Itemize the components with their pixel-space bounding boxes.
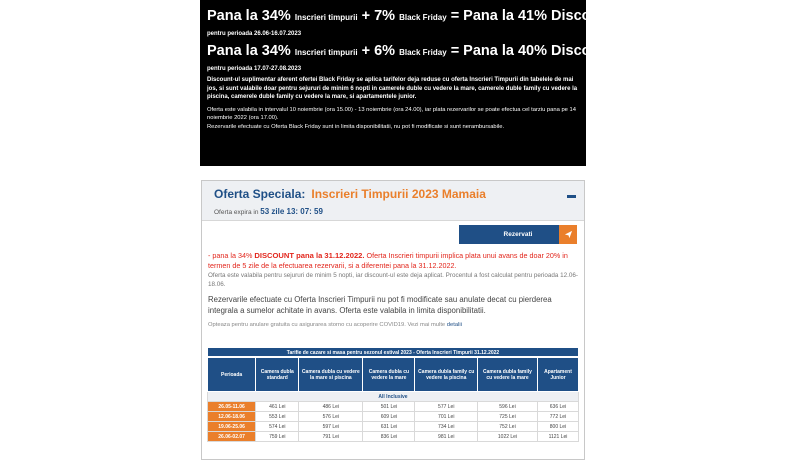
price-cell: 486 Lei <box>299 402 363 412</box>
period-cell: 12.06-18.06 <box>208 412 256 422</box>
price-cell: 759 Lei <box>256 432 299 442</box>
bf-disclaimer: Rezervarile efectuate cu Oferta Black Friday sunt in limita disponibilitatii, nu pot fi modificate si sunt nerambursabile. <box>207 123 505 130</box>
table-caption: Tarifie de cazare si masa pentru sezonul estival 2023 - Oferta Inscrieri Timpurii 31.12.2022 <box>207 347 579 357</box>
price-cell: 800 Lei <box>537 422 578 432</box>
table-row <box>208 422 579 432</box>
offer-grey-text: Oferta este valabila pentru sejururi de minim 5 nopti, iar discount-ul este deja aplicat. Procentul a fost calculat pentru perioada 12.06-18.06. <box>208 272 578 288</box>
price-cell: 701 Lei <box>415 412 478 422</box>
col-header: Camera dubla cu vedere la mare si piscina <box>299 358 363 392</box>
send-icon <box>559 225 577 244</box>
price-cell: 461 Lei <box>256 402 299 412</box>
offer-note: Rezervarile efectuate cu Oferta Inscrieri Timpurii nu pot fi modificate sau anulate decat cu pierderea integrala a sumelor achitate in avans. Oferta este valabila in limita disponibilitatii. <box>208 295 552 315</box>
price-cell: 576 Lei <box>299 412 363 422</box>
price-cell: 501 Lei <box>363 402 415 412</box>
expire-prefix: Oferta expira in <box>214 209 259 216</box>
discount-early: Pana la 34% <box>207 43 291 59</box>
red-prefix: - pana la 34% <box>208 251 255 260</box>
countdown: 53 zile 13: 07: 59 <box>260 207 323 216</box>
price-cell: 836 Lei <box>363 432 415 442</box>
table-section-row <box>208 392 579 402</box>
price-cell: 636 Lei <box>537 402 578 412</box>
price-cell: 752 Lei <box>478 422 538 432</box>
bf-validity: Oferta este valabila in intervalul 10 noiembrie (ora 15.00) - 13 noiembrie (ora 24.00), iar plata rezervarilor se poate efectua cel tarziu pana pe 14 noiembrie 2022 (ora 17.00). <box>207 106 576 122</box>
discount-early: Pana la 34% <box>207 8 291 24</box>
offer-expire <box>214 207 574 216</box>
col-header: Camera dubla standard <box>256 358 299 392</box>
discount-bf: + 7% <box>361 8 396 24</box>
price-cell: 791 Lei <box>299 432 363 442</box>
period-1: pentru perioada 26.06-16.07.2023 <box>207 31 302 37</box>
offer-label: Oferta Speciala: <box>214 187 306 201</box>
offer-red-text <box>208 251 578 271</box>
period-cell: 26.06-02.07 <box>208 432 256 442</box>
price-cell: 631 Lei <box>363 422 415 432</box>
table-row <box>208 412 579 422</box>
price-cell: 574 Lei <box>256 422 299 432</box>
discount-bf-label: Black Friday <box>399 13 447 22</box>
offer-name: Inscrieri Timpurii 2023 Mamaia <box>311 187 486 201</box>
reserve-button[interactable] <box>459 225 577 244</box>
discount-early-label: Inscrieri timpurii <box>294 13 358 22</box>
col-header: Camera dubla family cu vedere la piscina <box>415 358 478 392</box>
red-rest: Oferta Inscrieri timpurii implica plata unui avans de doar 20% in termen de 5 zile de la efectuarea rezervarii, si a diferentei pana la 31.12.2022. <box>208 251 568 270</box>
discount-line-1 <box>207 6 614 28</box>
price-cell: 981 Lei <box>415 432 478 442</box>
price-cell: 1121 Lei <box>537 432 578 442</box>
col-header: Apartament Junior <box>537 358 578 392</box>
price-cell: 772 Lei <box>537 412 578 422</box>
collapse-icon[interactable] <box>567 195 576 198</box>
discount-total: = Pana la 41% Discount <box>450 8 614 24</box>
red-bold: DISCOUNT pana la 31.12.2022. <box>254 251 365 260</box>
reserve-label: Rezervati <box>503 231 533 238</box>
price-cell: 553 Lei <box>256 412 299 422</box>
period-cell: 19.06-25.06 <box>208 422 256 432</box>
col-header: Camera dubla family cu vedere la mare <box>478 358 538 392</box>
discount-bf-label: Black Friday <box>399 48 447 57</box>
discount-early-label: Inscrieri timpurii <box>294 48 358 57</box>
offer-title <box>214 187 574 201</box>
period-cell: 26.05-11.06 <box>208 402 256 412</box>
offer-header <box>202 181 584 221</box>
price-cell: 597 Lei <box>299 422 363 432</box>
black-friday-banner <box>200 0 614 166</box>
col-header: Perioada <box>208 358 256 392</box>
bf-conditions: Discount-ul suplimentar aferent ofertei Black Friday se aplica tarifelor deja reduse cu oferta Inscrieri Timpurii din tabelele de mai jos, si sunt valabile doar pentru sejururi de minim 6 nopti in camerele duble cu vedere la mare, camerele duble family cu vedere la piscina, camerele duble family cu vedere la mare, si apartamentele junior. <box>207 77 578 101</box>
col-header: Camera dubla cu vedere la mare <box>363 358 415 392</box>
discount-line-2 <box>207 41 614 63</box>
offer-body <box>208 251 578 328</box>
table-row <box>208 402 579 412</box>
discount-bf: + 6% <box>361 43 396 59</box>
special-offer-card <box>201 180 585 460</box>
prices-table <box>207 347 579 442</box>
period-2: pentru perioada 17.07-27.08.2023 <box>207 66 302 72</box>
storno-text: Opteaza pentru anulare gratuita cu asigurarea storno cu acoperire COVID19. Vezi mai multe <box>208 322 446 328</box>
storno-note <box>208 322 578 328</box>
price-cell: 609 Lei <box>363 412 415 422</box>
price-cell: 577 Lei <box>415 402 478 412</box>
section-label: All Inclusive <box>208 392 579 402</box>
price-cell: 734 Lei <box>415 422 478 432</box>
price-cell: 1022 Lei <box>478 432 538 442</box>
table-row <box>208 432 579 442</box>
details-link[interactable]: detalii <box>446 322 462 328</box>
discount-total: = Pana la 40% Discount <box>450 43 614 59</box>
table-header-row <box>208 358 579 392</box>
price-cell: 596 Lei <box>478 402 538 412</box>
price-cell: 725 Lei <box>478 412 538 422</box>
